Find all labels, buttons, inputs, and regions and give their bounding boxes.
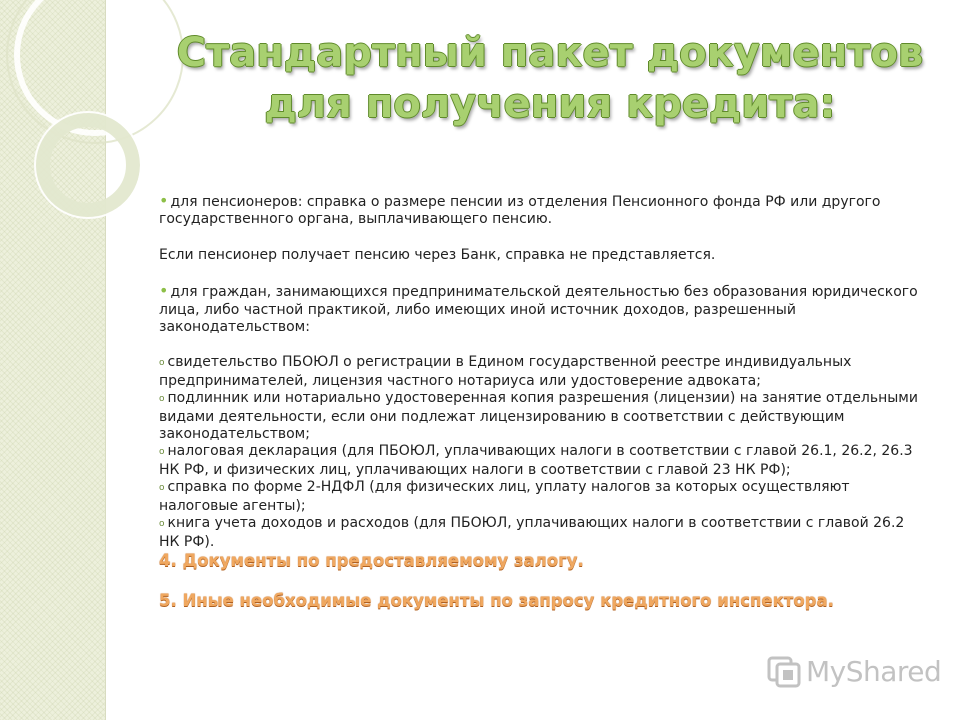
paragraph-entrepreneurs: для граждан, занимающихся предпринимательской деятельностью без образования юридического лица, либо частной практикой, либо имеющих иной источник доходов, разрешенный законодательством: (159, 284, 918, 336)
circle-bullet-icon: o (159, 483, 165, 494)
circle-bullet-icon: o (159, 394, 165, 405)
bullet-icon: • (159, 191, 169, 210)
sub-list-item (159, 443, 929, 479)
slide-content (159, 192, 929, 611)
list-item (159, 192, 929, 229)
sub-list-item (159, 354, 929, 390)
list-item (159, 282, 929, 336)
circle-bullet-icon: o (159, 447, 165, 458)
heading-other-documents: 5. Иные необходимые документы по запросу кредитного инспектора. (159, 590, 834, 610)
sub-item-text: налоговая декларация (для ПБОЮЛ, уплачивающих налоги в соответствии с главой 26.1, 26.2, 26.3 НК РФ, и физических лиц, уплачивающих налоги в соответствии с главой 23 НК РФ); (159, 443, 913, 478)
sub-item-text: подлинник или нотариально удостоверенная копия разрешения (лицензии) на занятие отдельными видами деятельности, если они подлежат лицензированию в соответствии с действующим законодательством; (159, 390, 918, 443)
sub-item-text: свидетельство ПБОЮЛ о регистрации в Едином государственной реестре индивидуальных предпринимателей, лицензия частного нотариуса или удостоверение адвоката; (159, 354, 852, 389)
slide-title: Стандартный пакет документов для получения кредита: (176, 30, 924, 128)
sub-list-item (159, 390, 929, 443)
paragraph-bank-note: Если пенсионер получает пенсию через Банк, справка не представляется. (159, 246, 716, 263)
sub-list-item (159, 515, 929, 551)
circle-bullet-icon: o (159, 519, 165, 530)
bullet-icon: • (159, 281, 169, 301)
heading-collateral-documents: 4. Документы по предоставляемому залогу. (159, 550, 584, 570)
myshared-logo-icon (766, 654, 802, 688)
sub-item-text: книга учета доходов и расходов (для ПБОЮЛ, уплачивающих налоги в соответствии с главой 26.2 НК РФ). (159, 515, 905, 550)
sub-list-item (159, 479, 929, 515)
watermark-text: MyShared (806, 654, 942, 688)
circle-bullet-icon: o (159, 358, 165, 369)
sub-item-text: справка по форме 2-НДФЛ (для физических лиц, уплату налогов за которых осуществляют налоговые агенты); (159, 479, 850, 514)
paragraph-pensioners: для пенсионеров: справка о размере пенсии из отделения Пенсионного фонда РФ или другого государственного органа, выплачивающего пенсию. (159, 194, 881, 228)
watermark-logo (766, 654, 941, 688)
